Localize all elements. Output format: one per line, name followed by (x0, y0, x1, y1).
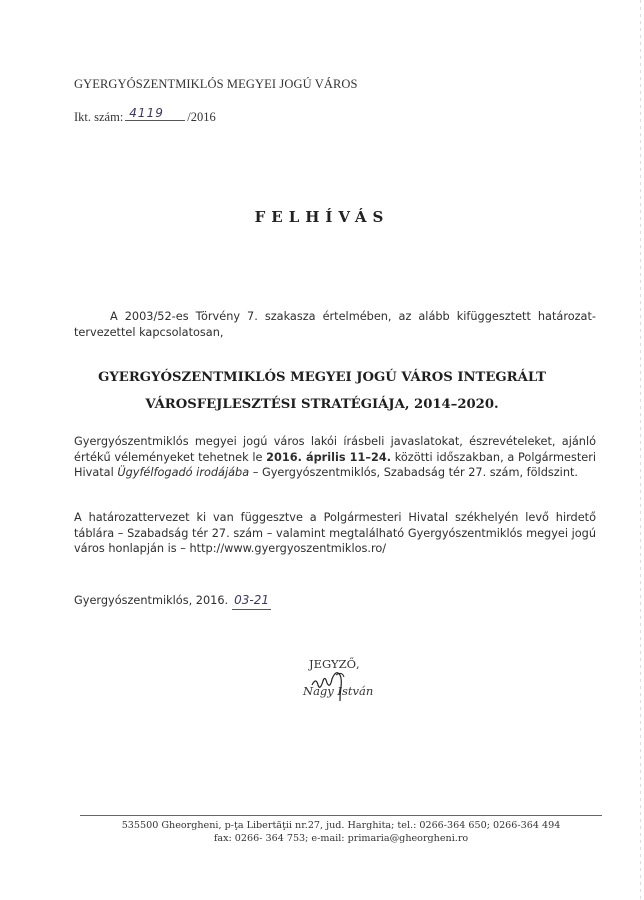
subject-line-1: GYERGYÓSZENTMIKLÓS MEGYEI JOGÚ VÁROS INTEGRÁLT (98, 370, 546, 385)
scan-edge-artifact (640, 0, 641, 900)
registration-number-line (74, 106, 216, 125)
submission-period: 2016. április 11–24. (266, 450, 392, 464)
handwritten-registration-number: 4119 (129, 106, 164, 120)
submission-text-3: – Gyergyószentmiklós, Szabadság tér 27. szám, földszint. (249, 466, 579, 479)
signatory-name: Nagy István (303, 684, 374, 698)
signatory-title: JEGYZŐ, (309, 657, 360, 671)
submission-paragraph (74, 434, 596, 481)
date-line (74, 593, 271, 610)
organization-header: GYERGYÓSZENTMIKLÓS MEGYEI JOGÚ VÁROS (74, 77, 358, 91)
subject-line-2: VÁROSFEJLESZTÉSI STRATÉGIÁJA, 2014–2020. (145, 397, 499, 412)
footer-contact: fax: 0266- 364 753; e-mail: primaria@gheorgheni.ro (213, 833, 469, 844)
footer-address: 535500 Gheorgheni, p-ţa Libertăţii nr.27, jud. Harghita; tel.: 0266-364 650; 0266-364 494 (121, 820, 561, 831)
registration-number-field (125, 106, 185, 121)
intro-paragraph (74, 309, 596, 340)
handwritten-date: 03-21 (232, 593, 271, 610)
submission-text-1: Gyergyószentmiklós megyei jogú város lakói írásbeli javaslatokat, észrevételeket, ajánló értékű véleményeket tehetnek le (74, 435, 596, 464)
submission-text-2: közötti időszakban, a Polgármesteri Hivatal (74, 450, 597, 479)
publication-paragraph: A határozattervezet ki van függesztve a Polgármesteri Hivatal székhelyén levő hirdető táblára – Szabadság tér 27. szám – valamint megtalálható Gyergyószentmiklós megyei jogú város honlapján is – http://www.gyergyoszentmiklos.ro/ (74, 511, 596, 555)
footer-divider (80, 815, 602, 816)
date-place-year: Gyergyószentmiklós, 2016. (74, 594, 229, 607)
office-name: Ügyfélfogadó irodájába (117, 466, 250, 479)
document-title: FELHÍVÁS (254, 208, 390, 226)
registration-label: Ikt. szám: (74, 110, 124, 124)
registration-year: /2016 (187, 110, 216, 124)
intro-text: A 2003/52-es Törvény 7. szakasza értelmében, az alább kifüggesztett határozat-tervezettel kapcsolatosan, (74, 310, 596, 339)
